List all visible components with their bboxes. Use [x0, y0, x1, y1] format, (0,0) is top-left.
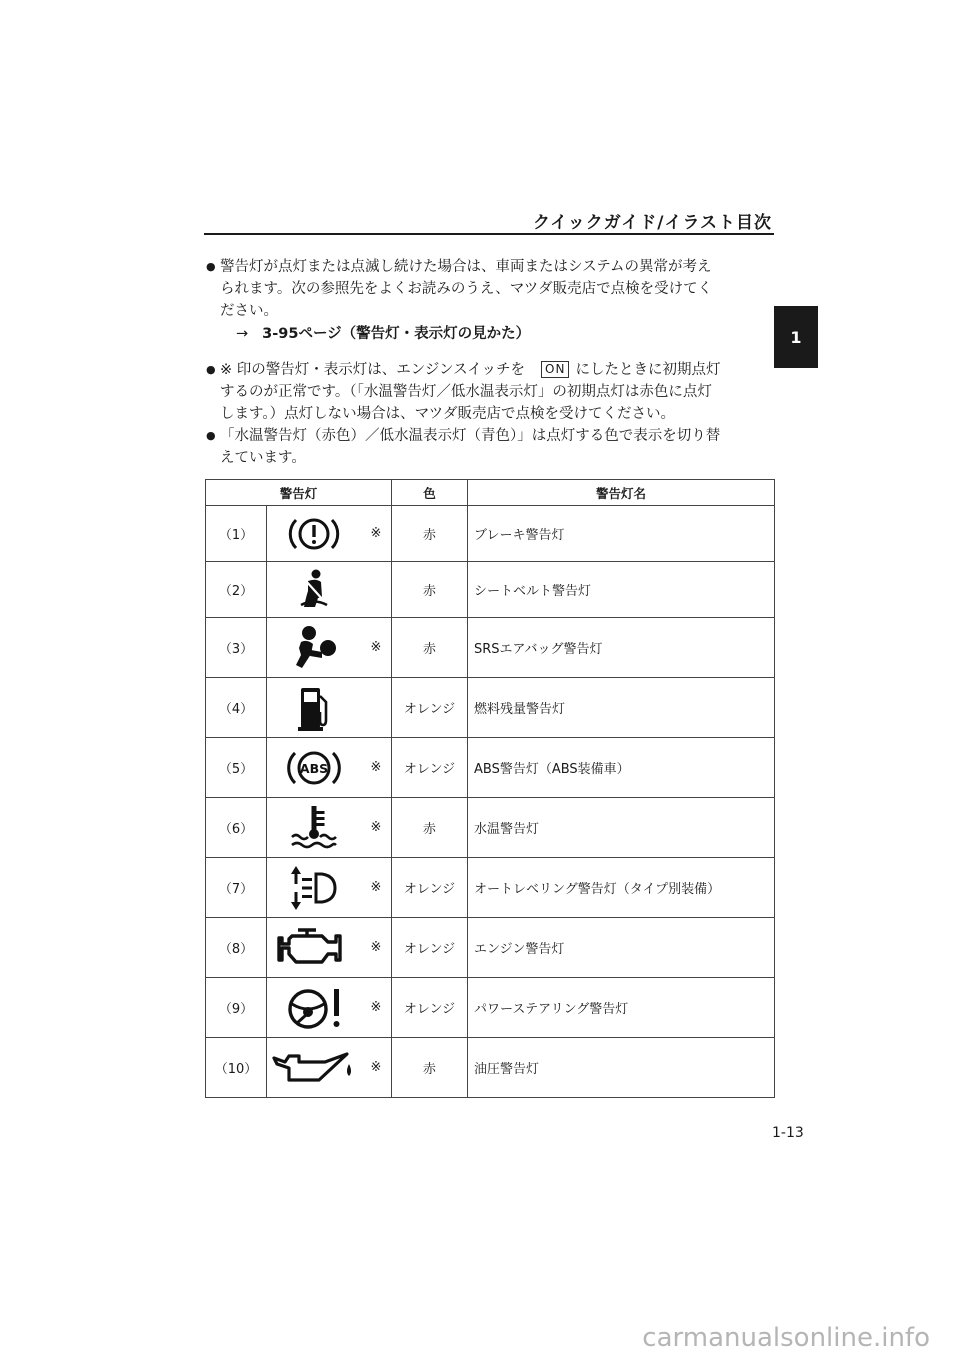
row-number: （8） [206, 918, 267, 978]
brake-warning-icon [267, 506, 362, 562]
lamp-name: オートレベリング警告灯（タイプ別装備） [468, 858, 775, 918]
airbag-warning-icon [267, 618, 362, 678]
lamp-name: シートベルト警告灯 [468, 562, 775, 618]
note-line: 警告灯が点灯または点滅し続けた場合は、車両またはシステムの異常が考え [220, 259, 712, 275]
chapter-tab[interactable]: 1 [774, 306, 818, 368]
lamp-color: オレンジ [392, 678, 468, 738]
initial-lighting-mark: ※ [361, 978, 392, 1038]
initial-lighting-mark: ※ [361, 798, 392, 858]
table-row [206, 858, 775, 918]
lamp-color: オレンジ [392, 918, 468, 978]
headlight-leveling-icon [267, 858, 362, 918]
coolant-temperature-icon [267, 798, 362, 858]
table-row [206, 618, 775, 678]
row-number: （6） [206, 798, 267, 858]
header-rule [204, 233, 774, 235]
note-line: するのが正常です。（「水温警告灯／低水温表示灯」の初期点灯は赤色に点灯 [220, 384, 712, 400]
row-number: （3） [206, 618, 267, 678]
note-1 [204, 256, 776, 345]
table-row [206, 738, 775, 798]
column-header-name: 警告灯名 [468, 480, 775, 506]
seatbelt-warning-icon [267, 562, 362, 618]
lamp-color: オレンジ [392, 738, 468, 798]
initial-lighting-mark: ※ [361, 858, 392, 918]
note-line: えています。 [220, 450, 306, 466]
row-number: （10） [206, 1038, 267, 1098]
lamp-name: ABS警告灯（ABS装備車） [468, 738, 775, 798]
table-row [206, 562, 775, 618]
row-number: （1） [206, 506, 267, 562]
table-row [206, 918, 775, 978]
initial-lighting-mark: ※ [361, 506, 392, 562]
note-3 [204, 425, 776, 469]
page-reference[interactable] [220, 323, 776, 345]
table-row [206, 798, 775, 858]
row-number: （7） [206, 858, 267, 918]
lamp-name: 燃料残量警告灯 [468, 678, 775, 738]
lamp-name: SRSエアバッグ警告灯 [468, 618, 775, 678]
lamp-name: 油圧警告灯 [468, 1038, 775, 1098]
lamp-name: パワーステアリング警告灯 [468, 978, 775, 1038]
oil-pressure-icon [267, 1038, 362, 1098]
page-reference-text: 3-95ページ（警告灯・表示灯の見かた） [262, 326, 531, 342]
table-row [206, 506, 775, 562]
initial-lighting-mark: ※ [361, 618, 392, 678]
note-line: 「水温警告灯（赤色）／低水温表示灯（青色）」は点灯する色で表示を切り替 [220, 428, 721, 444]
power-steering-warning-icon [267, 978, 362, 1038]
bullet-icon: ● [206, 260, 216, 273]
watermark: carmanualsonline.info [642, 1323, 930, 1353]
bullet-icon: ● [206, 429, 216, 442]
column-header-lamp: 警告灯 [206, 480, 392, 506]
row-number: （4） [206, 678, 267, 738]
lamp-name: エンジン警告灯 [468, 918, 775, 978]
lamp-color: 赤 [392, 798, 468, 858]
note-text: ※ 印の警告灯・表示灯は、エンジンスイッチを [220, 362, 526, 378]
table-row [206, 678, 775, 738]
note-line [220, 359, 776, 381]
column-header-color: 色 [392, 480, 468, 506]
lamp-color: 赤 [392, 562, 468, 618]
row-number: （5） [206, 738, 267, 798]
initial-lighting-mark [361, 678, 392, 738]
page-number: 1-13 [772, 1125, 804, 1141]
lamp-name: 水温警告灯 [468, 798, 775, 858]
lamp-color: オレンジ [392, 978, 468, 1038]
switch-on-label: ON [541, 361, 569, 378]
row-number: （2） [206, 562, 267, 618]
notes-section [204, 256, 776, 469]
initial-lighting-mark: ※ [361, 918, 392, 978]
note-line: ださい。 [220, 303, 278, 319]
lamp-name: ブレーキ警告灯 [468, 506, 775, 562]
table-row [206, 978, 775, 1038]
page-header-title: クイックガイド/イラスト目次 [533, 213, 772, 233]
note-2 [204, 359, 776, 425]
bullet-icon: ● [206, 363, 216, 376]
lamp-color: 赤 [392, 618, 468, 678]
table-header-row [206, 480, 775, 506]
initial-lighting-mark: ※ [361, 1038, 392, 1098]
arrow-right-icon: → [236, 326, 249, 342]
lamp-color: 赤 [392, 1038, 468, 1098]
row-number: （9） [206, 978, 267, 1038]
table-row [206, 1038, 775, 1098]
fuel-pump-icon [267, 678, 362, 738]
lamp-color: 赤 [392, 506, 468, 562]
lamp-color: オレンジ [392, 858, 468, 918]
note-text: にしたときに初期点灯 [575, 362, 721, 378]
warning-lamp-table [205, 479, 775, 1098]
svg-text:ABS: ABS [299, 760, 329, 776]
abs-warning-icon [267, 738, 362, 798]
engine-check-icon [267, 918, 362, 978]
note-line: られます。次の参照先をよくお読みのうえ、マツダ販売店で点検を受けてく [220, 281, 713, 297]
note-line: します。）点灯しない場合は、マツダ販売店で点検を受けてください。 [220, 406, 676, 422]
initial-lighting-mark: ※ [361, 738, 392, 798]
initial-lighting-mark [361, 562, 392, 618]
